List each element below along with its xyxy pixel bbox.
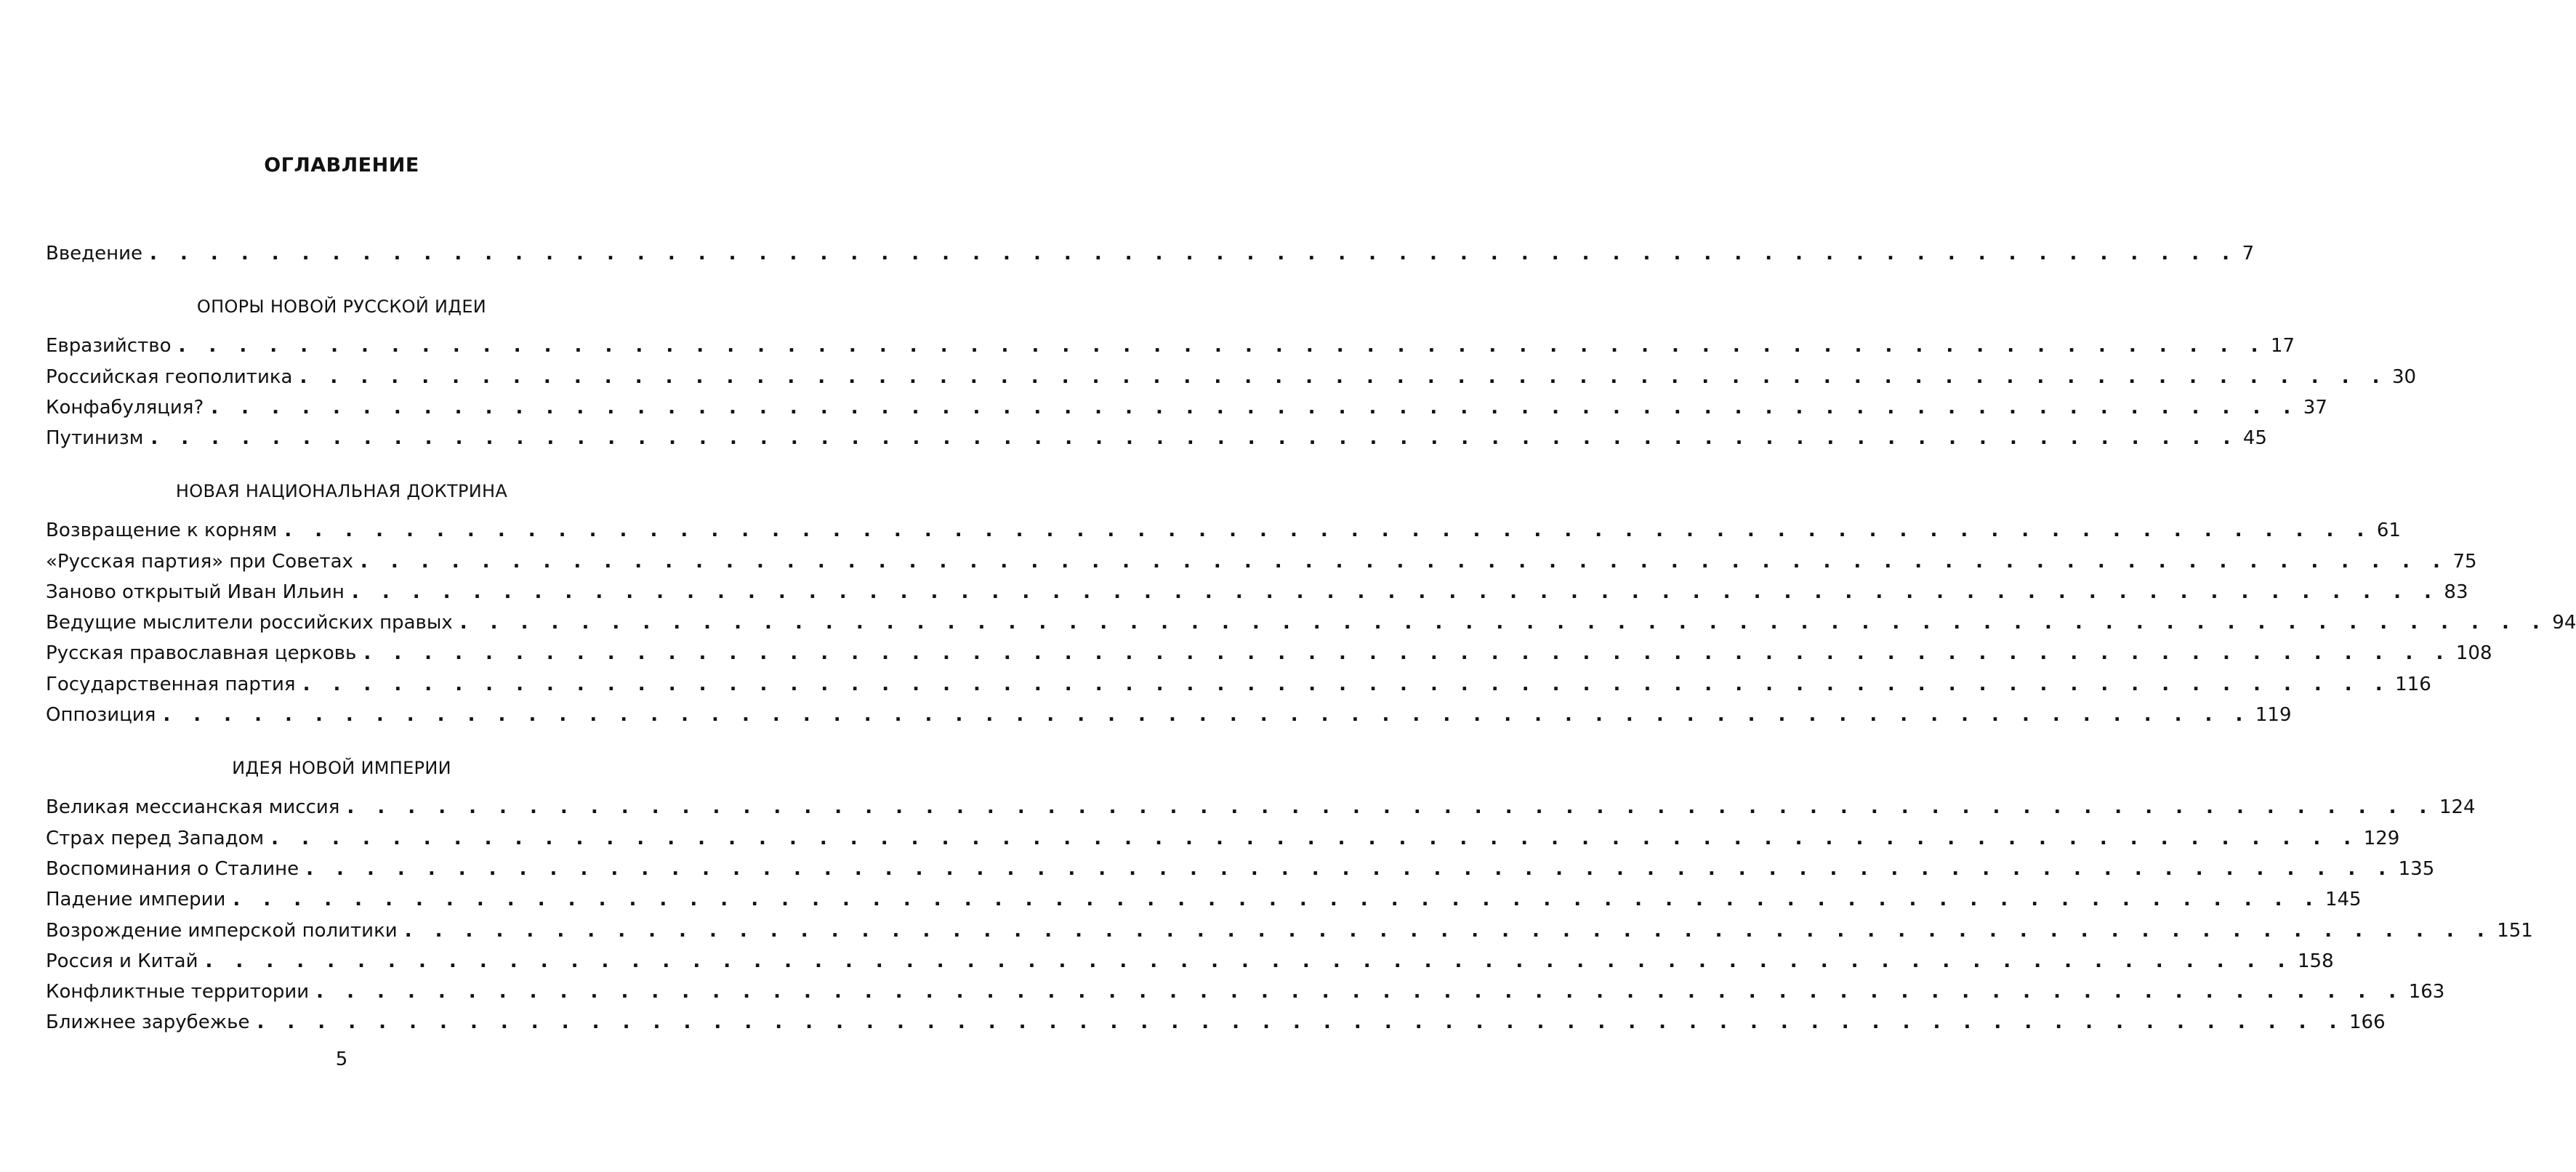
toc-entry-page: 163 <box>2408 981 2445 1003</box>
dot-leader: . . . . . . . . . . . . . . . . . . . . . . . . . . . . . . . . . . . . . . . . . . . . . . . . . . . . . . . . . . . . . . . . . . . . . <box>211 397 2299 419</box>
toc-entry-page: 37 <box>2303 397 2327 419</box>
dot-leader: . . . . . . . . . . . . . . . . . . . . . . . . . . . . . . . . . . . . . . . . . . . . . . . . . . . . . . . . . . . . . . . . . . . . . <box>302 674 2391 695</box>
toc-entry <box>46 857 2435 881</box>
toc-entry-page: 75 <box>2452 551 2477 573</box>
section-heading: НОВАЯ НАЦИОНАЛЬНАЯ ДОКТРИНА <box>175 481 508 501</box>
toc-entry <box>46 426 2267 450</box>
toc-entry <box>46 918 2533 943</box>
toc-entry-page: 158 <box>2298 950 2334 972</box>
toc-entry-page: 166 <box>2348 1011 2386 1033</box>
toc-entry <box>46 887 2362 912</box>
toc-entry-label: Государственная партия <box>46 674 296 695</box>
toc-entry-label: Путинизм <box>46 427 144 449</box>
toc-entry <box>46 395 2327 420</box>
toc-entry-page: 151 <box>2497 920 2533 942</box>
toc-entry-page: 116 <box>2395 674 2431 695</box>
toc-entry-page: 145 <box>2325 889 2362 910</box>
toc-entry-page: 124 <box>2439 796 2476 818</box>
toc-entry-label: Падение империи <box>46 889 226 910</box>
toc-entry <box>46 549 2477 574</box>
toc-entry <box>46 241 2255 266</box>
toc-entry <box>46 672 2431 697</box>
toc-entry-page: 129 <box>2363 828 2400 849</box>
toc-entry-page: 45 <box>2242 427 2267 449</box>
toc-entry <box>46 641 2492 666</box>
toc-entry <box>46 826 2400 851</box>
toc-entry-page: 30 <box>2392 366 2417 388</box>
toc-entry-label: «Русская партия» при Советах <box>46 551 353 573</box>
toc-entry-label: Возвращение к корням <box>46 520 278 541</box>
dot-leader: . . . . . . . . . . . . . . . . . . . . . . . . . . . . . . . . . . . . . . . . . . . . . . . . . . . . . . . . . . . . . . . . . . . . . <box>360 551 2449 573</box>
toc-entry-page: 94 <box>2552 612 2576 634</box>
section-heading: ИДЕЯ НОВОЙ ИМПЕРИИ <box>232 758 451 778</box>
toc-entry-page: 17 <box>2271 335 2295 357</box>
dot-leader: . . . . . . . . . . . . . . . . . . . . . . . . . . . . . . . . . . . . . . . . . . . . . . . . . . . . . . . . . . . . . . . . . . . . . <box>299 366 2388 388</box>
toc-entry-label: Евразийство <box>46 335 172 357</box>
toc-entry <box>46 580 2468 605</box>
toc-entry-label: Страх перед Западом <box>46 828 265 849</box>
dot-leader: . . . . . . . . . . . . . . . . . . . . . . . . . . . . . . . . . . . . . . . . . . . . . . . . . . . . . . . . . . . . . . . . . . . . . <box>306 858 2394 880</box>
toc-entry-label: Конфликтные территории <box>46 981 310 1003</box>
toc-entry <box>46 703 2292 727</box>
toc-entry-page: 61 <box>2376 520 2401 541</box>
dot-leader: . . . . . . . . . . . . . . . . . . . . . . . . . . . . . . . . . . . . . . . . . . . . . . . . . . . . . . . . . . . . . . . . . . . . . <box>163 704 2251 726</box>
dot-leader: . . . . . . . . . . . . . . . . . . . . . . . . . . . . . . . . . . . . . . . . . . . . . . . . . . . . . . . . . . . . . . . . . . . . . <box>271 828 2359 849</box>
toc-entry-label: Русская православная церковь <box>46 642 357 664</box>
dot-leader: . . . . . . . . . . . . . . . . . . . . . . . . . . . . . . . . . . . . . . . . . . . . . . . . . . . . . . . . . . . . . . . . . . . . . <box>233 889 2321 910</box>
toc-entry-label: Великая мессианская миссия <box>46 796 340 818</box>
dot-leader: . . . . . . . . . . . . . . . . . . . . . . . . . . . . . . . . . . . . . . . . . . . . . . . . . . . . . . . . . . . . . . . . . . . . . <box>257 1011 2345 1033</box>
dot-leader: . . . . . . . . . . . . . . . . . . . . . . . . . . . . . . . . . . . . . . . . . . . . . . . . . . . . . . . . . . . . . . . . . . . . . <box>404 920 2493 942</box>
toc-entry-label: Конфабуляция? <box>46 397 204 419</box>
toc-entry-label: Воспоминания о Сталине <box>46 858 299 880</box>
toc-entry-label: Заново открытый Иван Ильин <box>46 581 345 603</box>
dot-leader: . . . . . . . . . . . . . . . . . . . . . . . . . . . . . . . . . . . . . . . . . . . . . . . . . . . . . . . . . . . . . . . . . . . . . <box>347 796 2435 818</box>
toc-entry <box>46 795 2476 820</box>
toc-entry <box>46 979 2445 1004</box>
dot-leader: . . . . . . . . . . . . . . . . . . . . . . . . . . . . . . . . . . . . . . . . . . . . . . . . . . . . . . . . . . . . . . . . . . . . . <box>205 950 2294 972</box>
toc-entry-label: Российская геополитика <box>46 366 293 388</box>
toc-entry <box>46 949 2334 974</box>
toc-entry <box>46 365 2417 389</box>
dot-leader: . . . . . . . . . . . . . . . . . . . . . . . . . . . . . . . . . . . . . . . . . . . . . . . . . . . . . . . . . . . . . . . . . . . . . <box>363 642 2452 664</box>
toc-entry-page: 135 <box>2398 858 2435 880</box>
toc-entry-page: 7 <box>2242 243 2255 264</box>
section-heading: ОПОРЫ НОВОЙ РУССКОЙ ИДЕИ <box>196 296 487 317</box>
dot-leader: . . . . . . . . . . . . . . . . . . . . . . . . . . . . . . . . . . . . . . . . . . . . . . . . . . . . . . . . . . . . . . . . . . . . . <box>150 243 2238 264</box>
dot-leader: . . . . . . . . . . . . . . . . . . . . . . . . . . . . . . . . . . . . . . . . . . . . . . . . . . . . . . . . . . . . . . . . . . . . . <box>351 581 2440 603</box>
toc-entry-page: 108 <box>2455 642 2492 664</box>
dot-leader: . . . . . . . . . . . . . . . . . . . . . . . . . . . . . . . . . . . . . . . . . . . . . . . . . . . . . . . . . . . . . . . . . . . . . <box>316 981 2404 1003</box>
toc-entry <box>46 334 2295 358</box>
toc-entry <box>46 518 2401 543</box>
page-title: ОГЛАВЛЕНИЕ <box>264 154 419 177</box>
toc-entry <box>46 1010 2386 1035</box>
dot-leader: . . . . . . . . . . . . . . . . . . . . . . . . . . . . . . . . . . . . . . . . . . . . . . . . . . . . . . . . . . . . . . . . . . . . . <box>178 335 2267 357</box>
toc-entry-label: Введение <box>46 243 143 264</box>
page-number: 5 <box>335 1048 348 1070</box>
dot-leader: . . . . . . . . . . . . . . . . . . . . . . . . . . . . . . . . . . . . . . . . . . . . . . . . . . . . . . . . . . . . . . . . . . . . . <box>150 427 2239 449</box>
dot-leader: . . . . . . . . . . . . . . . . . . . . . . . . . . . . . . . . . . . . . . . . . . . . . . . . . . . . . . . . . . . . . . . . . . . . . <box>459 612 2548 634</box>
dot-leader: . . . . . . . . . . . . . . . . . . . . . . . . . . . . . . . . . . . . . . . . . . . . . . . . . . . . . . . . . . . . . . . . . . . . . <box>284 520 2372 541</box>
toc-entry-label: Ведущие мыслители российских правых <box>46 612 453 634</box>
toc-entry-label: Возрождение имперской политики <box>46 920 398 942</box>
toc-entry-label: Оппозиция <box>46 704 156 726</box>
toc-entry-label: Ближнее зарубежье <box>46 1011 250 1033</box>
toc-entry-label: Россия и Китай <box>46 950 198 972</box>
toc-entry-page: 119 <box>2255 704 2292 726</box>
toc-entry-page: 83 <box>2444 581 2468 603</box>
toc-entry <box>46 610 2576 635</box>
